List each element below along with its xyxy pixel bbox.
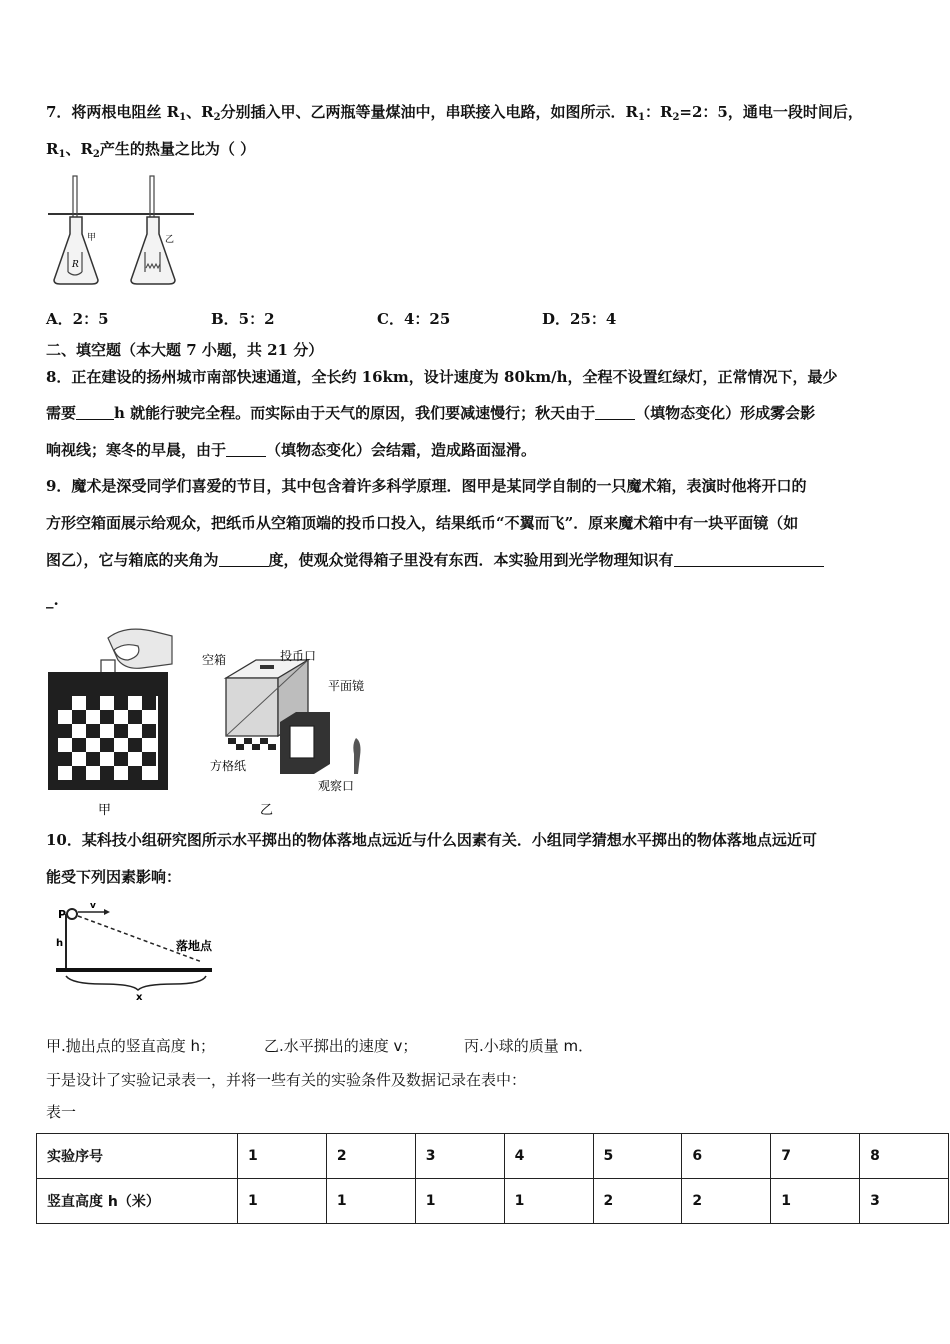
q10-line-2: 能受下列因素影响： — [46, 868, 182, 886]
q10-design-text: 于是设计了实验记录表一，并将一些有关的实验条件及数据记录在表中： — [46, 1071, 527, 1089]
fig-label-yi: 乙 — [260, 803, 274, 818]
q8-blank-2 — [595, 403, 635, 420]
fig-label-jia: 甲 — [98, 803, 112, 818]
table-cell: 2 — [682, 1179, 771, 1224]
q7-option-a: A．2：5 — [46, 310, 109, 328]
table-cell: 4 — [504, 1134, 593, 1179]
table-cell: 3 — [860, 1179, 949, 1224]
q10-factor-bing: 丙.小球的质量 m． — [464, 1037, 594, 1055]
q9-magic-box-figure-jia — [46, 622, 174, 818]
q8-blank-3 — [226, 440, 266, 457]
experiment-table — [36, 1133, 949, 1224]
table-row — [37, 1179, 949, 1224]
flask-label-yi: 乙 — [165, 235, 175, 245]
q9-magic-box-figure-yi — [196, 646, 382, 818]
table-cell: 2 — [326, 1134, 415, 1179]
table-header-cell: 实验序号 — [37, 1134, 238, 1179]
fig-label-guanchakou: 观察口 — [318, 779, 355, 793]
table-header-cell: 竖直高度 h（米） — [37, 1179, 238, 1224]
table-cell: 1 — [504, 1179, 593, 1224]
q7-option-c: C．4：25 — [377, 310, 451, 328]
q9-line-4: _. — [46, 591, 59, 609]
fig-label-fanggezhi: 方格纸 — [210, 759, 247, 773]
table-cell: 1 — [238, 1179, 327, 1224]
flask-label-jia: 甲 — [87, 233, 97, 243]
q8-line-2: 需要 h 就能行驶完全程。而实际由于天气的原因，我们要减速慢行；秋天由于 （填物态变化）形成雾会影 — [46, 404, 816, 422]
q10-line-1: 10．某科技小组研究图所示水平掷出的物体落地点远近与什么因素有关．小组同学猜想水平掷出的物体落地点远近可 — [46, 831, 817, 849]
q8-line-1: 8．正在建设的扬州城市南部快速通道，全长约 16km，设计速度为 80km/h，全程不设置红绿灯，正常情况下，最少 — [46, 368, 838, 386]
q7-option-d: D．25：4 — [542, 310, 617, 328]
q9-line-2: 方形空箱面展示给观众，把纸币从空箱顶端的投币口投入，结果纸币“不翼而飞”．原来魔术箱中有一块平面镜（如 — [46, 514, 799, 532]
table-cell: 2 — [593, 1179, 682, 1224]
table-row — [37, 1134, 949, 1179]
q10-factor-jia: 甲.抛出点的竖直高度 h； — [46, 1037, 216, 1055]
fig-label-pingmianjing: 平面镜 — [328, 679, 365, 693]
table-cell: 8 — [860, 1134, 949, 1179]
table-cell: 3 — [415, 1134, 504, 1179]
table-cell: 7 — [771, 1134, 860, 1179]
fig-label-kongxiang: 空箱 — [202, 653, 227, 667]
q7-line-1: 7．将两根电阻丝 $R_1$、$R_2$分别插入甲、乙两瓶等量煤油中，串联接入电路，如图所示．$R_1$：$R_2=2$：5，通电一段时间后， — [46, 103, 863, 123]
projectile-label-v: v — [90, 901, 96, 911]
table-cell: 1 — [238, 1134, 327, 1179]
flask-label-r1: R — [72, 260, 79, 270]
q9-line-1: 9．魔术是深受同学们喜爱的节目，其中包含着许多科学原理．图甲是某同学自制的一只魔术箱，表演时他将开口的 — [46, 477, 807, 495]
projectile-label-h: h — [56, 938, 64, 949]
table-cell: 1 — [771, 1179, 860, 1224]
q9-blank-2 — [674, 550, 824, 567]
fig-label-toubikou: 投币口 — [280, 649, 317, 663]
projectile-label-luodidian: 落地点 — [176, 939, 213, 953]
q10-factor-yi: 乙.水平掷出的速度 v； — [264, 1037, 418, 1055]
q7-flask-figure — [46, 172, 196, 292]
table-cell: 1 — [326, 1179, 415, 1224]
q9-blank-1 — [219, 550, 269, 567]
q10-table-title: 表一 — [46, 1103, 77, 1121]
table-cell: 1 — [415, 1179, 504, 1224]
q7-option-b: B．5：2 — [211, 310, 275, 328]
q7-line-2: $R_1$、$R_2$产生的热量之比为（ ） — [46, 140, 256, 160]
table-cell: 6 — [682, 1134, 771, 1179]
projectile-label-p: P — [58, 908, 67, 921]
table-cell: 5 — [593, 1134, 682, 1179]
projectile-label-x: x — [136, 992, 143, 1003]
q9-line-3: 图乙），它与箱底的夹角为 度，使观众觉得箱子里没有东西．本实验用到光学物理知识有 — [46, 550, 824, 570]
q8-blank-1 — [76, 403, 114, 420]
q8-line-3: 响视线；寒冬的早晨，由于 （填物态变化）会结霜，造成路面湿滑。 — [46, 441, 537, 459]
section-2-heading: 二、填空题（本大题 7 小题，共 21 分） — [46, 341, 324, 359]
q10-projectile-figure — [52, 900, 232, 1004]
